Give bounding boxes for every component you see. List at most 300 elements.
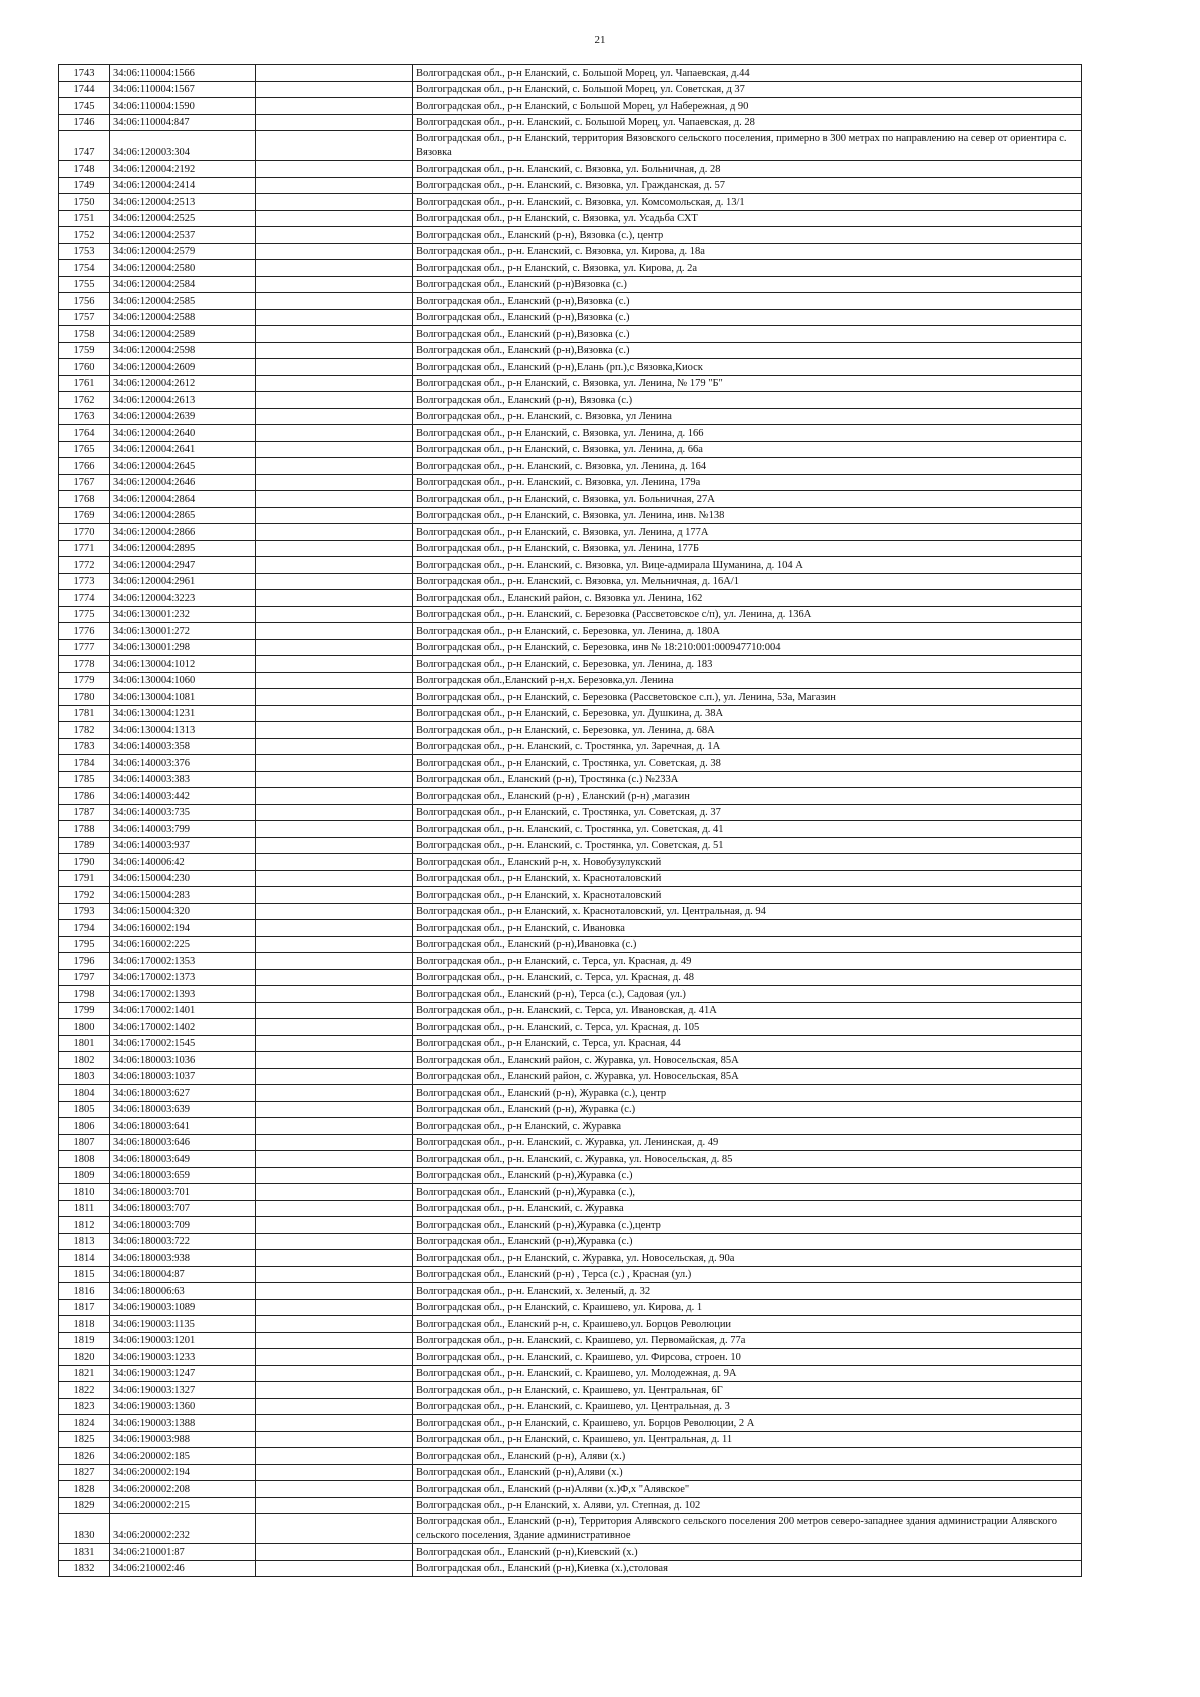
row-number: 1768 — [59, 491, 110, 508]
cadastral-number: 34:06:190003:1135 — [110, 1316, 256, 1333]
table-row — [59, 276, 1082, 293]
row-number: 1787 — [59, 804, 110, 821]
address-cell: Волгоградская обл., р-н Еланский, с. Березовка (Рассветовское с.п.), ул. Ленина, 53а, Магазин — [413, 689, 1082, 706]
cadastral-number: 34:06:180003:639 — [110, 1101, 256, 1118]
empty-cell — [256, 1316, 413, 1333]
empty-cell — [256, 98, 413, 115]
empty-cell — [256, 491, 413, 508]
address-cell: Волгоградская обл., Еланский (р-н)Вязовка (с.) — [413, 276, 1082, 293]
empty-cell — [256, 903, 413, 920]
empty-cell — [256, 276, 413, 293]
table-row — [59, 408, 1082, 425]
cadastral-number: 34:06:190003:988 — [110, 1431, 256, 1448]
address-cell: Волгоградская обл., р-н Еланский, с. Тростянка, ул. Советская, д. 37 — [413, 804, 1082, 821]
empty-cell — [256, 738, 413, 755]
row-number: 1774 — [59, 590, 110, 607]
row-number: 1816 — [59, 1283, 110, 1300]
empty-cell — [256, 705, 413, 722]
address-cell: Волгоградская обл., р-н Еланский, территория Вязовского сельского поселения, примерно в 300 метрах по направлению на север от ориентира с. Вязовка — [413, 131, 1082, 161]
cadastral-number: 34:06:110004:1567 — [110, 81, 256, 98]
row-number: 1766 — [59, 458, 110, 475]
table-row — [59, 573, 1082, 590]
empty-cell — [256, 1085, 413, 1102]
table-row — [59, 65, 1082, 82]
table-row — [59, 705, 1082, 722]
row-number: 1780 — [59, 689, 110, 706]
row-number: 1807 — [59, 1134, 110, 1151]
address-cell: Волгоградская обл., Еланский (р-н), Территория Алявского сельского поселения 200 метров северо-западнее здания администрации Алявского сельского поселения, Здание административное — [413, 1514, 1082, 1544]
address-cell: Волгоградская обл., р-н Еланский, с. Терса, ул. Красная, 44 — [413, 1035, 1082, 1052]
table-row — [59, 1283, 1082, 1300]
row-number: 1760 — [59, 359, 110, 376]
table-row — [59, 392, 1082, 409]
cadastral-number: 34:06:200002:215 — [110, 1497, 256, 1514]
row-number: 1756 — [59, 293, 110, 310]
table-row — [59, 1560, 1082, 1577]
row-number: 1748 — [59, 161, 110, 178]
address-cell: Волгоградская обл., Еланский (р-н),Вязовка (с.) — [413, 309, 1082, 326]
address-cell: Волгоградская обл., р-н Еланский, с. Краишево, ул. Кирова, д. 1 — [413, 1299, 1082, 1316]
cadastral-number: 34:06:140006:42 — [110, 854, 256, 871]
cadastral-number: 34:06:180003:709 — [110, 1217, 256, 1234]
empty-cell — [256, 408, 413, 425]
cadastral-number: 34:06:150004:230 — [110, 870, 256, 887]
table-row — [59, 887, 1082, 904]
empty-cell — [256, 672, 413, 689]
row-number: 1755 — [59, 276, 110, 293]
address-cell: Волгоградская обл., р-н Еланский, с. Березовка, инв № 18:210:001:000947710:004 — [413, 639, 1082, 656]
empty-cell — [256, 210, 413, 227]
empty-cell — [256, 1481, 413, 1498]
cadastral-number: 34:06:180004:87 — [110, 1266, 256, 1283]
row-number: 1779 — [59, 672, 110, 689]
cadastral-number: 34:06:120004:2609 — [110, 359, 256, 376]
table-row — [59, 837, 1082, 854]
address-cell: Волгоградская обл., Еланский (р-н),Аляви (х.) — [413, 1464, 1082, 1481]
table-row — [59, 639, 1082, 656]
address-cell: Волгоградская обл., Еланский (р-н) , Еланский (р-н) ,магазин — [413, 788, 1082, 805]
table-row — [59, 771, 1082, 788]
cadastral-number: 34:06:140003:799 — [110, 821, 256, 838]
cadastral-number: 34:06:120004:2646 — [110, 474, 256, 491]
row-number: 1776 — [59, 623, 110, 640]
address-cell: Волгоградская обл., р-н. Еланский, с. Терса, ул. Красная, д. 48 — [413, 969, 1082, 986]
empty-cell — [256, 1200, 413, 1217]
table-row — [59, 1266, 1082, 1283]
row-number: 1831 — [59, 1544, 110, 1561]
empty-cell — [256, 1266, 413, 1283]
empty-cell — [256, 441, 413, 458]
table-row — [59, 623, 1082, 640]
row-number: 1783 — [59, 738, 110, 755]
address-cell: Волгоградская обл., р-н. Еланский, с. Вязовка, ул. Кирова, д. 18а — [413, 243, 1082, 260]
cadastral-number: 34:06:120004:2525 — [110, 210, 256, 227]
empty-cell — [256, 1398, 413, 1415]
table-row — [59, 491, 1082, 508]
row-number: 1754 — [59, 260, 110, 277]
table-row — [59, 1464, 1082, 1481]
empty-cell — [256, 1184, 413, 1201]
empty-cell — [256, 1250, 413, 1267]
table-row — [59, 1217, 1082, 1234]
table-row — [59, 1431, 1082, 1448]
address-cell: Волгоградская обл., р-н Еланский, с. Вязовка, ул. Больничная, 27А — [413, 491, 1082, 508]
cadastral-number: 34:06:210001:87 — [110, 1544, 256, 1561]
row-number: 1746 — [59, 114, 110, 131]
empty-cell — [256, 1217, 413, 1234]
cadastral-number: 34:06:120004:2612 — [110, 375, 256, 392]
empty-cell — [256, 1134, 413, 1151]
row-number: 1798 — [59, 986, 110, 1003]
address-cell: Волгоградская обл., р-н. Еланский, с. Краишево, ул. Фирсова, строен. 10 — [413, 1349, 1082, 1366]
table-row — [59, 1019, 1082, 1036]
empty-cell — [256, 557, 413, 574]
row-number: 1808 — [59, 1151, 110, 1168]
empty-cell — [256, 755, 413, 772]
empty-cell — [256, 656, 413, 673]
empty-cell — [256, 887, 413, 904]
cadastral-number: 34:06:120004:2598 — [110, 342, 256, 359]
row-number: 1758 — [59, 326, 110, 343]
table-row — [59, 986, 1082, 1003]
cadastral-number: 34:06:120004:2865 — [110, 507, 256, 524]
address-cell: Волгоградская обл., Еланский (р-н), Журавка (с.) — [413, 1101, 1082, 1118]
empty-cell — [256, 540, 413, 557]
row-number: 1829 — [59, 1497, 110, 1514]
table-row — [59, 1514, 1082, 1544]
address-cell: Волгоградская обл., р-н Еланский, с. Березовка, ул. Ленина, д. 180А — [413, 623, 1082, 640]
row-number: 1745 — [59, 98, 110, 115]
cadastral-number: 34:06:190003:1247 — [110, 1365, 256, 1382]
row-number: 1812 — [59, 1217, 110, 1234]
address-cell: Волгоградская обл., Еланский (р-н)Аляви (х.)Ф,х "Алявское" — [413, 1481, 1082, 1498]
address-cell: Волгоградская обл., р-н Еланский, с. Большой Морец, ул. Советская, д 37 — [413, 81, 1082, 98]
cadastral-number: 34:06:140003:442 — [110, 788, 256, 805]
address-cell: Волгоградская обл., р-н Еланский, с. Ивановка — [413, 920, 1082, 937]
address-cell: Волгоградская обл., р-н Еланский, х. Аляви, ул. Степная, д. 102 — [413, 1497, 1082, 1514]
table-row — [59, 1448, 1082, 1465]
cadastral-number: 34:06:130001:232 — [110, 606, 256, 623]
row-number: 1788 — [59, 821, 110, 838]
address-cell: Волгоградская обл., р-н Еланский, с. Березовка, ул. Ленина, д. 183 — [413, 656, 1082, 673]
row-number: 1792 — [59, 887, 110, 904]
cadastral-number: 34:06:130004:1231 — [110, 705, 256, 722]
table-row — [59, 1316, 1082, 1333]
cadastral-number: 34:06:190003:1327 — [110, 1382, 256, 1399]
row-number: 1761 — [59, 375, 110, 392]
row-number: 1789 — [59, 837, 110, 854]
address-cell: Волгоградская обл., Еланский (р-н),Журавка (с.) — [413, 1233, 1082, 1250]
row-number: 1777 — [59, 639, 110, 656]
row-number: 1804 — [59, 1085, 110, 1102]
empty-cell — [256, 1365, 413, 1382]
row-number: 1769 — [59, 507, 110, 524]
empty-cell — [256, 65, 413, 82]
cadastral-number: 34:06:120004:2579 — [110, 243, 256, 260]
table-row — [59, 114, 1082, 131]
row-number: 1786 — [59, 788, 110, 805]
address-cell: Волгоградская обл., р-н. Еланский, с. Вязовка, ул. Гражданская, д. 57 — [413, 177, 1082, 194]
table-row — [59, 1200, 1082, 1217]
row-number: 1750 — [59, 194, 110, 211]
empty-cell — [256, 837, 413, 854]
address-cell: Волгоградская обл., Еланский (р-н), Тростянка (с.) №233А — [413, 771, 1082, 788]
row-number: 1819 — [59, 1332, 110, 1349]
cadastral-number: 34:06:130004:1081 — [110, 689, 256, 706]
address-cell: Волгоградская обл., р-н Еланский, с. Вязовка, ул. Ленина, д. 66а — [413, 441, 1082, 458]
cadastral-number: 34:06:180003:646 — [110, 1134, 256, 1151]
address-cell: Волгоградская обл., Еланский район, с. Журавка, ул. Новосельская, 85А — [413, 1068, 1082, 1085]
table-row — [59, 936, 1082, 953]
cadastral-number: 34:06:190003:1233 — [110, 1349, 256, 1366]
row-number: 1765 — [59, 441, 110, 458]
cadastral-number: 34:06:150004:283 — [110, 887, 256, 904]
row-number: 1757 — [59, 309, 110, 326]
cadastral-number: 34:06:120004:2641 — [110, 441, 256, 458]
row-number: 1775 — [59, 606, 110, 623]
address-cell: Волгоградская обл., р-н Еланский, с. Вязовка, ул. Кирова, д. 2а — [413, 260, 1082, 277]
table-row — [59, 656, 1082, 673]
table-row — [59, 788, 1082, 805]
row-number: 1818 — [59, 1316, 110, 1333]
address-cell: Волгоградская обл., р-н. Еланский, с. Большой Морец, ул. Чапаевская, д. 28 — [413, 114, 1082, 131]
page-number: 21 — [594, 34, 606, 46]
address-cell: Волгоградская обл., Еланский (р-н), Вязовка (с.), центр — [413, 227, 1082, 244]
table-row — [59, 131, 1082, 161]
address-cell: Волгоградская обл., р-н. Еланский, с. Журавка, ул. Новосельская, д. 85 — [413, 1151, 1082, 1168]
table-row — [59, 243, 1082, 260]
empty-cell — [256, 375, 413, 392]
address-cell: Волгоградская обл., р-н. Еланский, х. Зеленый, д. 32 — [413, 1283, 1082, 1300]
table-row — [59, 870, 1082, 887]
row-number: 1825 — [59, 1431, 110, 1448]
table-row — [59, 474, 1082, 491]
row-number: 1821 — [59, 1365, 110, 1382]
empty-cell — [256, 474, 413, 491]
address-cell: Волгоградская обл., Еланский (р-н), Аляви (х.) — [413, 1448, 1082, 1465]
empty-cell — [256, 392, 413, 409]
table-row — [59, 590, 1082, 607]
address-cell: Волгоградская обл., р-н Еланский, с. Вязовка, ул. Ленина, № 179 "Б" — [413, 375, 1082, 392]
empty-cell — [256, 1035, 413, 1052]
empty-cell — [256, 689, 413, 706]
address-cell: Волгоградская обл., р-н Еланский, с Большой Морец, ул Набережная, д 90 — [413, 98, 1082, 115]
cadastral-number: 34:06:120004:2585 — [110, 293, 256, 310]
cadastral-number: 34:06:130004:1313 — [110, 722, 256, 739]
address-cell: Волгоградская обл.,Еланский р-н,х. Березовка,ул. Ленина — [413, 672, 1082, 689]
row-number: 1817 — [59, 1299, 110, 1316]
table-row — [59, 1167, 1082, 1184]
row-number: 1809 — [59, 1167, 110, 1184]
row-number: 1791 — [59, 870, 110, 887]
row-number: 1815 — [59, 1266, 110, 1283]
address-cell: Волгоградская обл., Еланский (р-н),Журавка (с.), — [413, 1184, 1082, 1201]
table-row — [59, 722, 1082, 739]
cadastral-number: 34:06:180003:1037 — [110, 1068, 256, 1085]
address-cell: Волгоградская обл., р-н. Еланский, с. Журавка — [413, 1200, 1082, 1217]
address-cell: Волгоградская обл., р-н Еланский, с. Вязовка, ул. Ленина, д. 166 — [413, 425, 1082, 442]
empty-cell — [256, 293, 413, 310]
address-cell: Волгоградская обл., р-н. Еланский, с. Краишево, ул. Первомайская, д. 77а — [413, 1332, 1082, 1349]
empty-cell — [256, 177, 413, 194]
empty-cell — [256, 1233, 413, 1250]
address-cell: Волгоградская обл., р-н Еланский, с. Краишево, ул. Борцов Революции, 2 А — [413, 1415, 1082, 1432]
table-row — [59, 1415, 1082, 1432]
cadastral-number: 34:06:170002:1353 — [110, 953, 256, 970]
table-row — [59, 969, 1082, 986]
empty-cell — [256, 1464, 413, 1481]
empty-cell — [256, 1332, 413, 1349]
table-row — [59, 821, 1082, 838]
cadastral-number: 34:06:180003:1036 — [110, 1052, 256, 1069]
empty-cell — [256, 81, 413, 98]
table-row — [59, 81, 1082, 98]
empty-cell — [256, 920, 413, 937]
address-cell: Волгоградская обл., р-н Еланский, с. Вязовка, ул. Ленина, инв. №138 — [413, 507, 1082, 524]
row-number: 1747 — [59, 131, 110, 161]
empty-cell — [256, 309, 413, 326]
cadastral-number: 34:06:180003:938 — [110, 1250, 256, 1267]
row-number: 1771 — [59, 540, 110, 557]
cadastral-number: 34:06:120004:2639 — [110, 408, 256, 425]
empty-cell — [256, 1415, 413, 1432]
table-row — [59, 1349, 1082, 1366]
empty-cell — [256, 1283, 413, 1300]
address-cell: Волгоградская обл., Еланский (р-н), Журавка (с.), центр — [413, 1085, 1082, 1102]
address-cell: Волгоградская обл., Еланский район, с. Журавка, ул. Новосельская, 85А — [413, 1052, 1082, 1069]
empty-cell — [256, 573, 413, 590]
table-row — [59, 1250, 1082, 1267]
cadastral-number: 34:06:200002:208 — [110, 1481, 256, 1498]
empty-cell — [256, 458, 413, 475]
cadastral-number: 34:06:190003:1201 — [110, 1332, 256, 1349]
empty-cell — [256, 507, 413, 524]
table-row — [59, 1382, 1082, 1399]
row-number: 1782 — [59, 722, 110, 739]
cadastral-number: 34:06:200002:185 — [110, 1448, 256, 1465]
empty-cell — [256, 870, 413, 887]
table-row — [59, 903, 1082, 920]
row-number: 1823 — [59, 1398, 110, 1415]
row-number: 1763 — [59, 408, 110, 425]
cadastral-number: 34:06:130001:298 — [110, 639, 256, 656]
empty-cell — [256, 1068, 413, 1085]
empty-cell — [256, 821, 413, 838]
address-cell: Волгоградская обл., Еланский (р-н),Елань (рп.),с Вязовка,Киоск — [413, 359, 1082, 376]
row-number: 1764 — [59, 425, 110, 442]
address-cell: Волгоградская обл., Еланский (р-н),Ивановка (с.) — [413, 936, 1082, 953]
table-row — [59, 161, 1082, 178]
table-row — [59, 359, 1082, 376]
address-cell: Волгоградская обл., р-н Еланский, х. Краснοталовский — [413, 870, 1082, 887]
table-row — [59, 458, 1082, 475]
empty-cell — [256, 243, 413, 260]
row-number: 1828 — [59, 1481, 110, 1498]
cadastral-number: 34:06:120004:2414 — [110, 177, 256, 194]
address-cell: Волгоградская обл., Еланский р-н, с. Краишево,ул. Борцов Революции — [413, 1316, 1082, 1333]
cadastral-number: 34:06:120004:2513 — [110, 194, 256, 211]
table-row — [59, 1134, 1082, 1151]
address-cell: Волгоградская обл., р-н Еланский, с. Краишево, ул. Центральная, 6Г — [413, 1382, 1082, 1399]
row-number: 1778 — [59, 656, 110, 673]
address-cell: Волгоградская обл., р-н. Еланский, с. Вязовка, ул. Ленина, 179а — [413, 474, 1082, 491]
cadastral-number: 34:06:140003:358 — [110, 738, 256, 755]
cadastral-number: 34:06:120004:2192 — [110, 161, 256, 178]
cadastral-number: 34:06:160002:225 — [110, 936, 256, 953]
address-cell: Волгоградская обл., р-н. Еланский, с. Вязовка, ул Ленина — [413, 408, 1082, 425]
empty-cell — [256, 590, 413, 607]
address-cell: Волгоградская обл., Еланский (р-н),Киевка (х.),столовая — [413, 1560, 1082, 1577]
address-cell: Волгоградская обл., р-н Еланский, с. Березовка, ул. Душкина, д. 38А — [413, 705, 1082, 722]
cadastral-number: 34:06:120004:2537 — [110, 227, 256, 244]
cadastral-number: 34:06:200002:194 — [110, 1464, 256, 1481]
row-number: 1773 — [59, 573, 110, 590]
address-cell: Волгоградская обл., р-н Еланский, с. Вязовка, ул. Ленина, д 177А — [413, 524, 1082, 541]
cadastral-number: 34:06:140003:376 — [110, 755, 256, 772]
table-row — [59, 1085, 1082, 1102]
row-number: 1803 — [59, 1068, 110, 1085]
table-row — [59, 1068, 1082, 1085]
address-cell: Волгоградская обл., р-н. Еланский, с. Терса, ул. Красная, д. 105 — [413, 1019, 1082, 1036]
empty-cell — [256, 953, 413, 970]
cadastral-number: 34:06:110004:1566 — [110, 65, 256, 82]
cadastral-number: 34:06:130004:1060 — [110, 672, 256, 689]
row-number: 1801 — [59, 1035, 110, 1052]
address-cell: Волгоградская обл., р-н. Еланский, с. Краишево, ул. Центральная, д. 3 — [413, 1398, 1082, 1415]
table-row — [59, 375, 1082, 392]
empty-cell — [256, 986, 413, 1003]
table-row — [59, 1052, 1082, 1069]
row-number: 1770 — [59, 524, 110, 541]
row-number: 1772 — [59, 557, 110, 574]
empty-cell — [256, 1052, 413, 1069]
row-number: 1752 — [59, 227, 110, 244]
address-cell: Волгоградская обл., р-н. Еланский, с. Терса, ул. Ивановская, д. 41А — [413, 1002, 1082, 1019]
row-number: 1806 — [59, 1118, 110, 1135]
cadastral-number: 34:06:120004:2580 — [110, 260, 256, 277]
empty-cell — [256, 1118, 413, 1135]
cadastral-number: 34:06:180003:659 — [110, 1167, 256, 1184]
table-row — [59, 557, 1082, 574]
cadastral-number: 34:06:160002:194 — [110, 920, 256, 937]
cadastral-number: 34:06:120004:2895 — [110, 540, 256, 557]
address-cell: Волгоградская обл., р-н Еланский, х. Краснοталовский, ул. Центральная, д. 94 — [413, 903, 1082, 920]
cadastral-number: 34:06:120004:2640 — [110, 425, 256, 442]
table-row — [59, 1101, 1082, 1118]
cadastral-number: 34:06:120004:2589 — [110, 326, 256, 343]
row-number: 1759 — [59, 342, 110, 359]
row-number: 1797 — [59, 969, 110, 986]
property-registry-table — [58, 64, 1082, 1577]
address-cell: Волгоградская обл., р-н. Еланский, с. Березовка (Рассветовское с/п), ул. Ленина, д. 136А — [413, 606, 1082, 623]
empty-cell — [256, 161, 413, 178]
table-row — [59, 507, 1082, 524]
empty-cell — [256, 114, 413, 131]
empty-cell — [256, 326, 413, 343]
table-row — [59, 309, 1082, 326]
address-cell: Волгоградская обл., р-н Еланский, с. Тростянка, ул. Советская, д. 38 — [413, 755, 1082, 772]
row-number: 1830 — [59, 1514, 110, 1544]
empty-cell — [256, 1544, 413, 1561]
row-number: 1744 — [59, 81, 110, 98]
empty-cell — [256, 425, 413, 442]
row-number: 1796 — [59, 953, 110, 970]
cadastral-number: 34:06:120003:304 — [110, 131, 256, 161]
address-cell: Волгоградская обл., р-н Еланский, с. Вязовка, ул. Усадьба СХТ — [413, 210, 1082, 227]
address-cell: Волгоградская обл., Еланский район, с. Вязовка ул. Ленина, 162 — [413, 590, 1082, 607]
empty-cell — [256, 969, 413, 986]
table-row — [59, 1233, 1082, 1250]
